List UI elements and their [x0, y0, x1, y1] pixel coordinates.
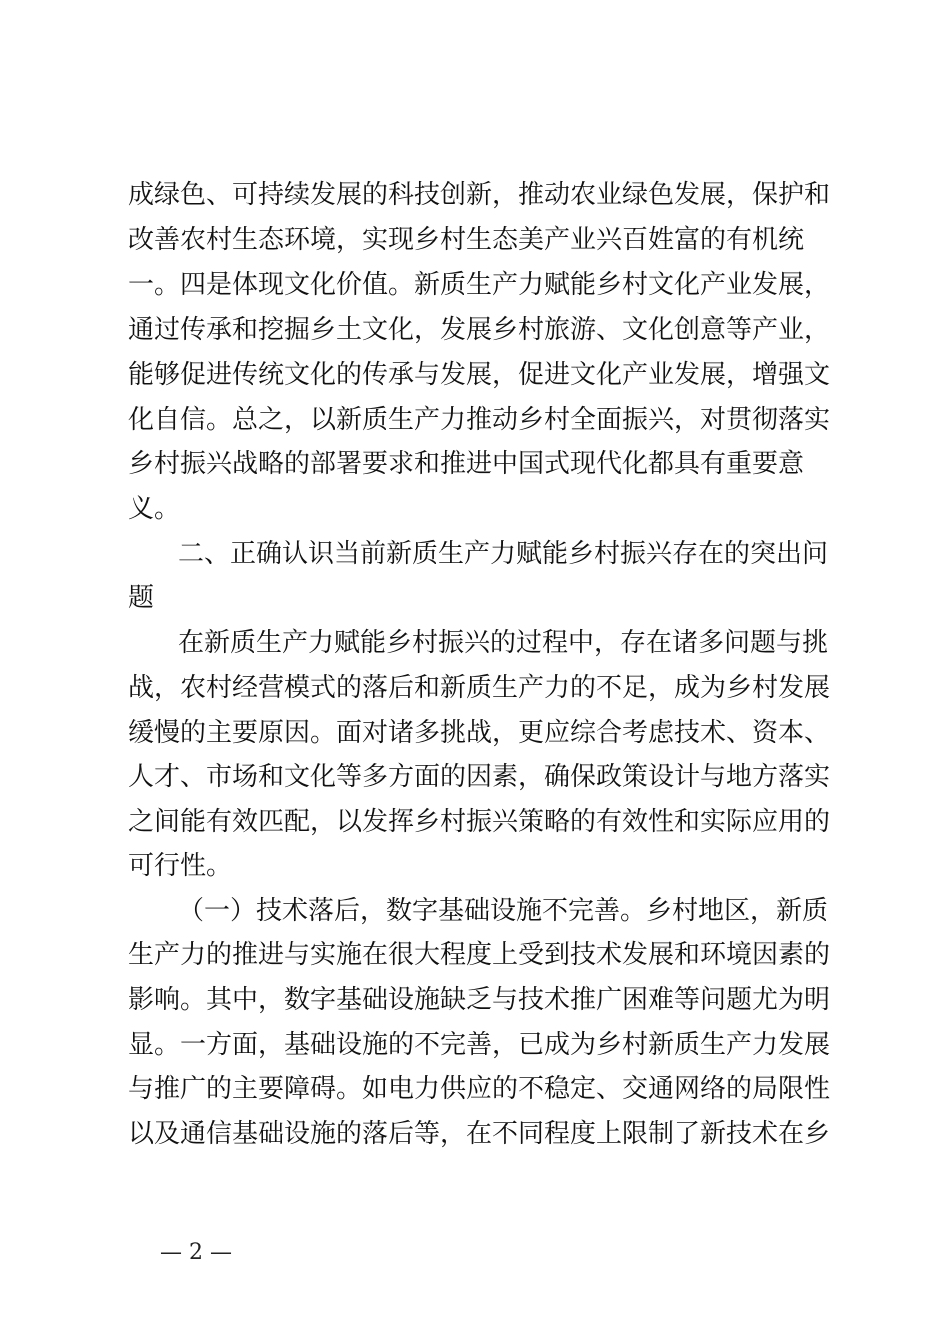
- paragraph-line: 战，农村经营模式的落后和新质生产力的不足，成为乡村发展: [128, 673, 831, 703]
- paragraph-line: 之间能有效匹配，以发挥乡村振兴策略的有效性和实际应用的: [128, 807, 831, 837]
- paragraph-line: 生产力的推进与实施在很大程度上受到技术发展和环境因素的: [128, 940, 831, 970]
- paragraph-line: 化自信。总之，以新质生产力推动乡村全面振兴，对贯彻落实: [128, 405, 831, 435]
- paragraph-line: 义。: [128, 494, 181, 524]
- paragraph-line: 人才、市场和文化等多方面的因素，确保政策设计与地方落实: [128, 762, 831, 792]
- paragraph-line: 通过传承和挖掘乡土文化，发展乡村旅游、文化创意等产业，: [128, 315, 831, 345]
- paragraph-line: 在新质生产力赋能乡村振兴的过程中，存在诸多问题与挑: [178, 628, 829, 658]
- paragraph-line: 影响。其中，数字基础设施缺乏与技术推广困难等问题尤为明: [128, 985, 831, 1015]
- section-heading: 二、正确认识当前新质生产力赋能乡村振兴存在的突出问: [178, 539, 829, 569]
- section-heading-continued: 题: [128, 583, 155, 613]
- paragraph-line: 乡村振兴战略的部署要求和推进中国式现代化都具有重要意: [128, 449, 805, 479]
- paragraph-line: 一。四是体现文化价值。新质生产力赋能乡村文化产业发展，: [128, 270, 831, 300]
- paragraph-line: 能够促进传统文化的传承与发展，促进文化产业发展，增强文: [128, 360, 831, 390]
- paragraph-line: 与推广的主要障碍。如电力供应的不稳定、交通网络的局限性: [128, 1074, 831, 1104]
- paragraph-line: 以及通信基础设施的落后等，在不同程度上限制了新技术在乡: [128, 1119, 831, 1149]
- paragraph-line: 显。一方面，基础设施的不完善，已成为乡村新质生产力发展: [128, 1030, 831, 1060]
- paragraph-line: 改善农村生态环境，实现乡村生态美产业兴百姓富的有机统: [128, 225, 805, 255]
- page-number: — 2 —: [160, 1240, 232, 1265]
- subsection-paragraph-line: （一）技术落后，数字基础设施不完善。乡村地区，新质: [178, 896, 829, 926]
- paragraph-line: 成绿色、可持续发展的科技创新，推动农业绿色发展，保护和: [128, 180, 831, 210]
- paragraph-line: 可行性。: [128, 851, 233, 881]
- paragraph-line: 缓慢的主要原因。面对诸多挑战，更应综合考虑技术、资本、: [128, 718, 831, 748]
